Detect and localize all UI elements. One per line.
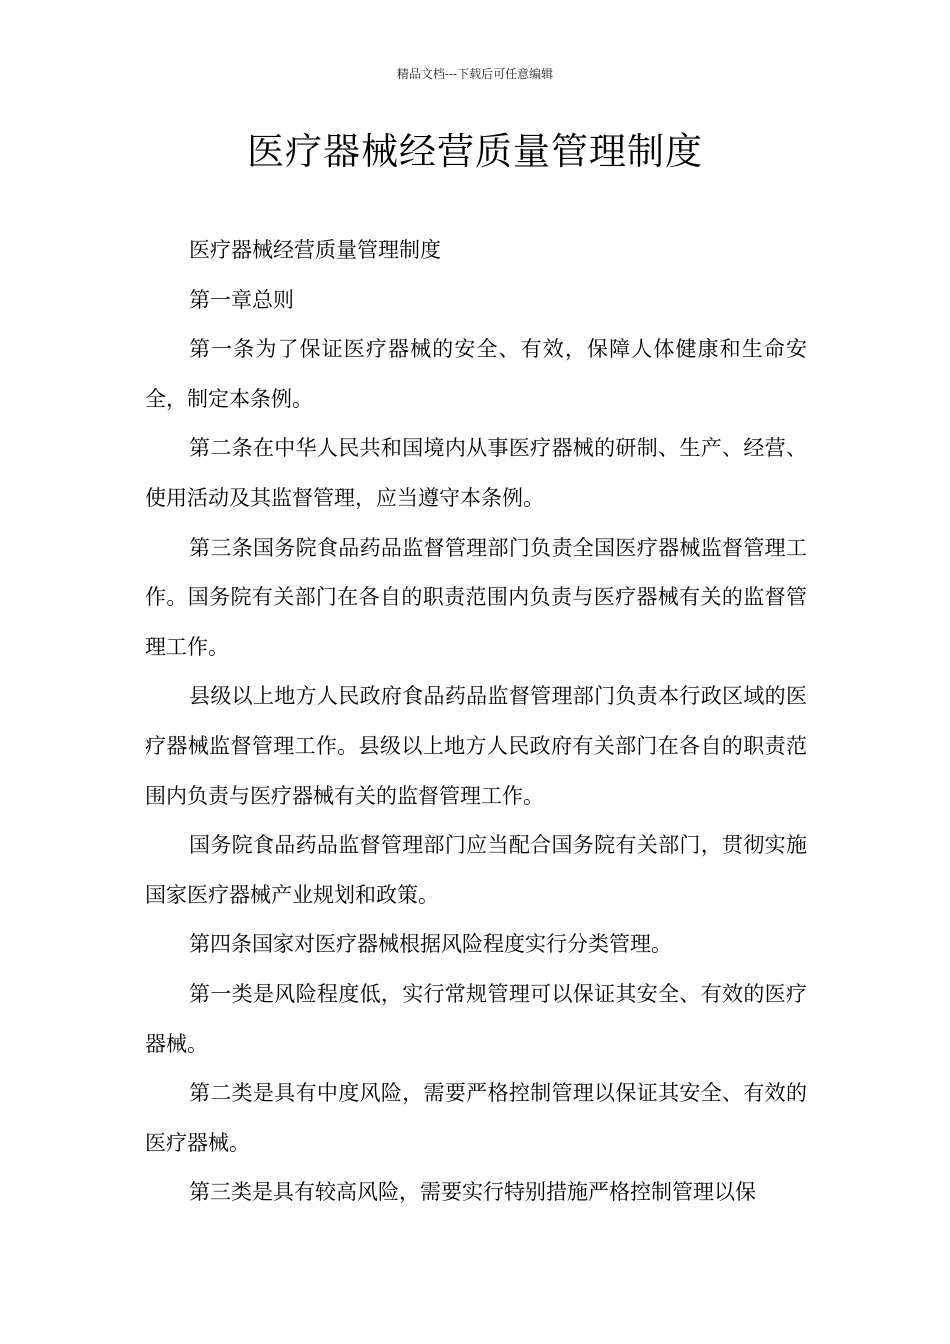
paragraph-article-3: 第三条国务院食品药品监督管理部门负责全国医疗器械监督管理工作。国务院有关部门在各自的职责范围内负责与医疗器械有关的监督管理工作。 (145, 535, 807, 659)
paragraph-class-2: 第二类是具有中度风险，需要严格控制管理以保证其安全、有效的医疗器械。 (145, 1081, 807, 1155)
paragraph-article-4: 第四条国家对医疗器械根据风险程度实行分类管理。 (189, 932, 672, 957)
paragraph-article-1: 第一条为了保证医疗器械的安全、有效，保障人体健康和生命安全，制定本条例。 (145, 337, 807, 411)
document-body (145, 226, 807, 1218)
document-title: 医疗器械经营质量管理制度 (247, 130, 703, 173)
header-note: 精品文档---下载后可任意编辑 (396, 67, 554, 81)
paragraph-state-council: 国务院食品药品监督管理部门应当配合国务院有关部门，贯彻实施国家医疗器械产业规划和政策。 (145, 833, 807, 907)
paragraph-subtitle: 医疗器械经营质量管理制度 (189, 238, 441, 262)
paragraph-article-2: 第二条在中华人民共和国境内从事医疗器械的研制、生产、经营、使用活动及其监督管理，应当遵守本条例。 (145, 436, 807, 510)
paragraph-class-1: 第一类是风险程度低，实行常规管理可以保证其安全、有效的医疗器械。 (145, 981, 807, 1056)
paragraph-local-government: 县级以上地方人民政府食品药品监督管理部门负责本行政区域的医疗器械监督管理工作。县级以上地方人民政府有关部门在各自的职责范围内负责与医疗器械有关的监督管理工作。 (145, 684, 807, 808)
paragraph-class-3: 第三类是具有较高风险，需要实行特别措施严格控制管理以保 (189, 1180, 756, 1205)
paragraph-chapter-heading: 第一章总则 (189, 287, 294, 312)
